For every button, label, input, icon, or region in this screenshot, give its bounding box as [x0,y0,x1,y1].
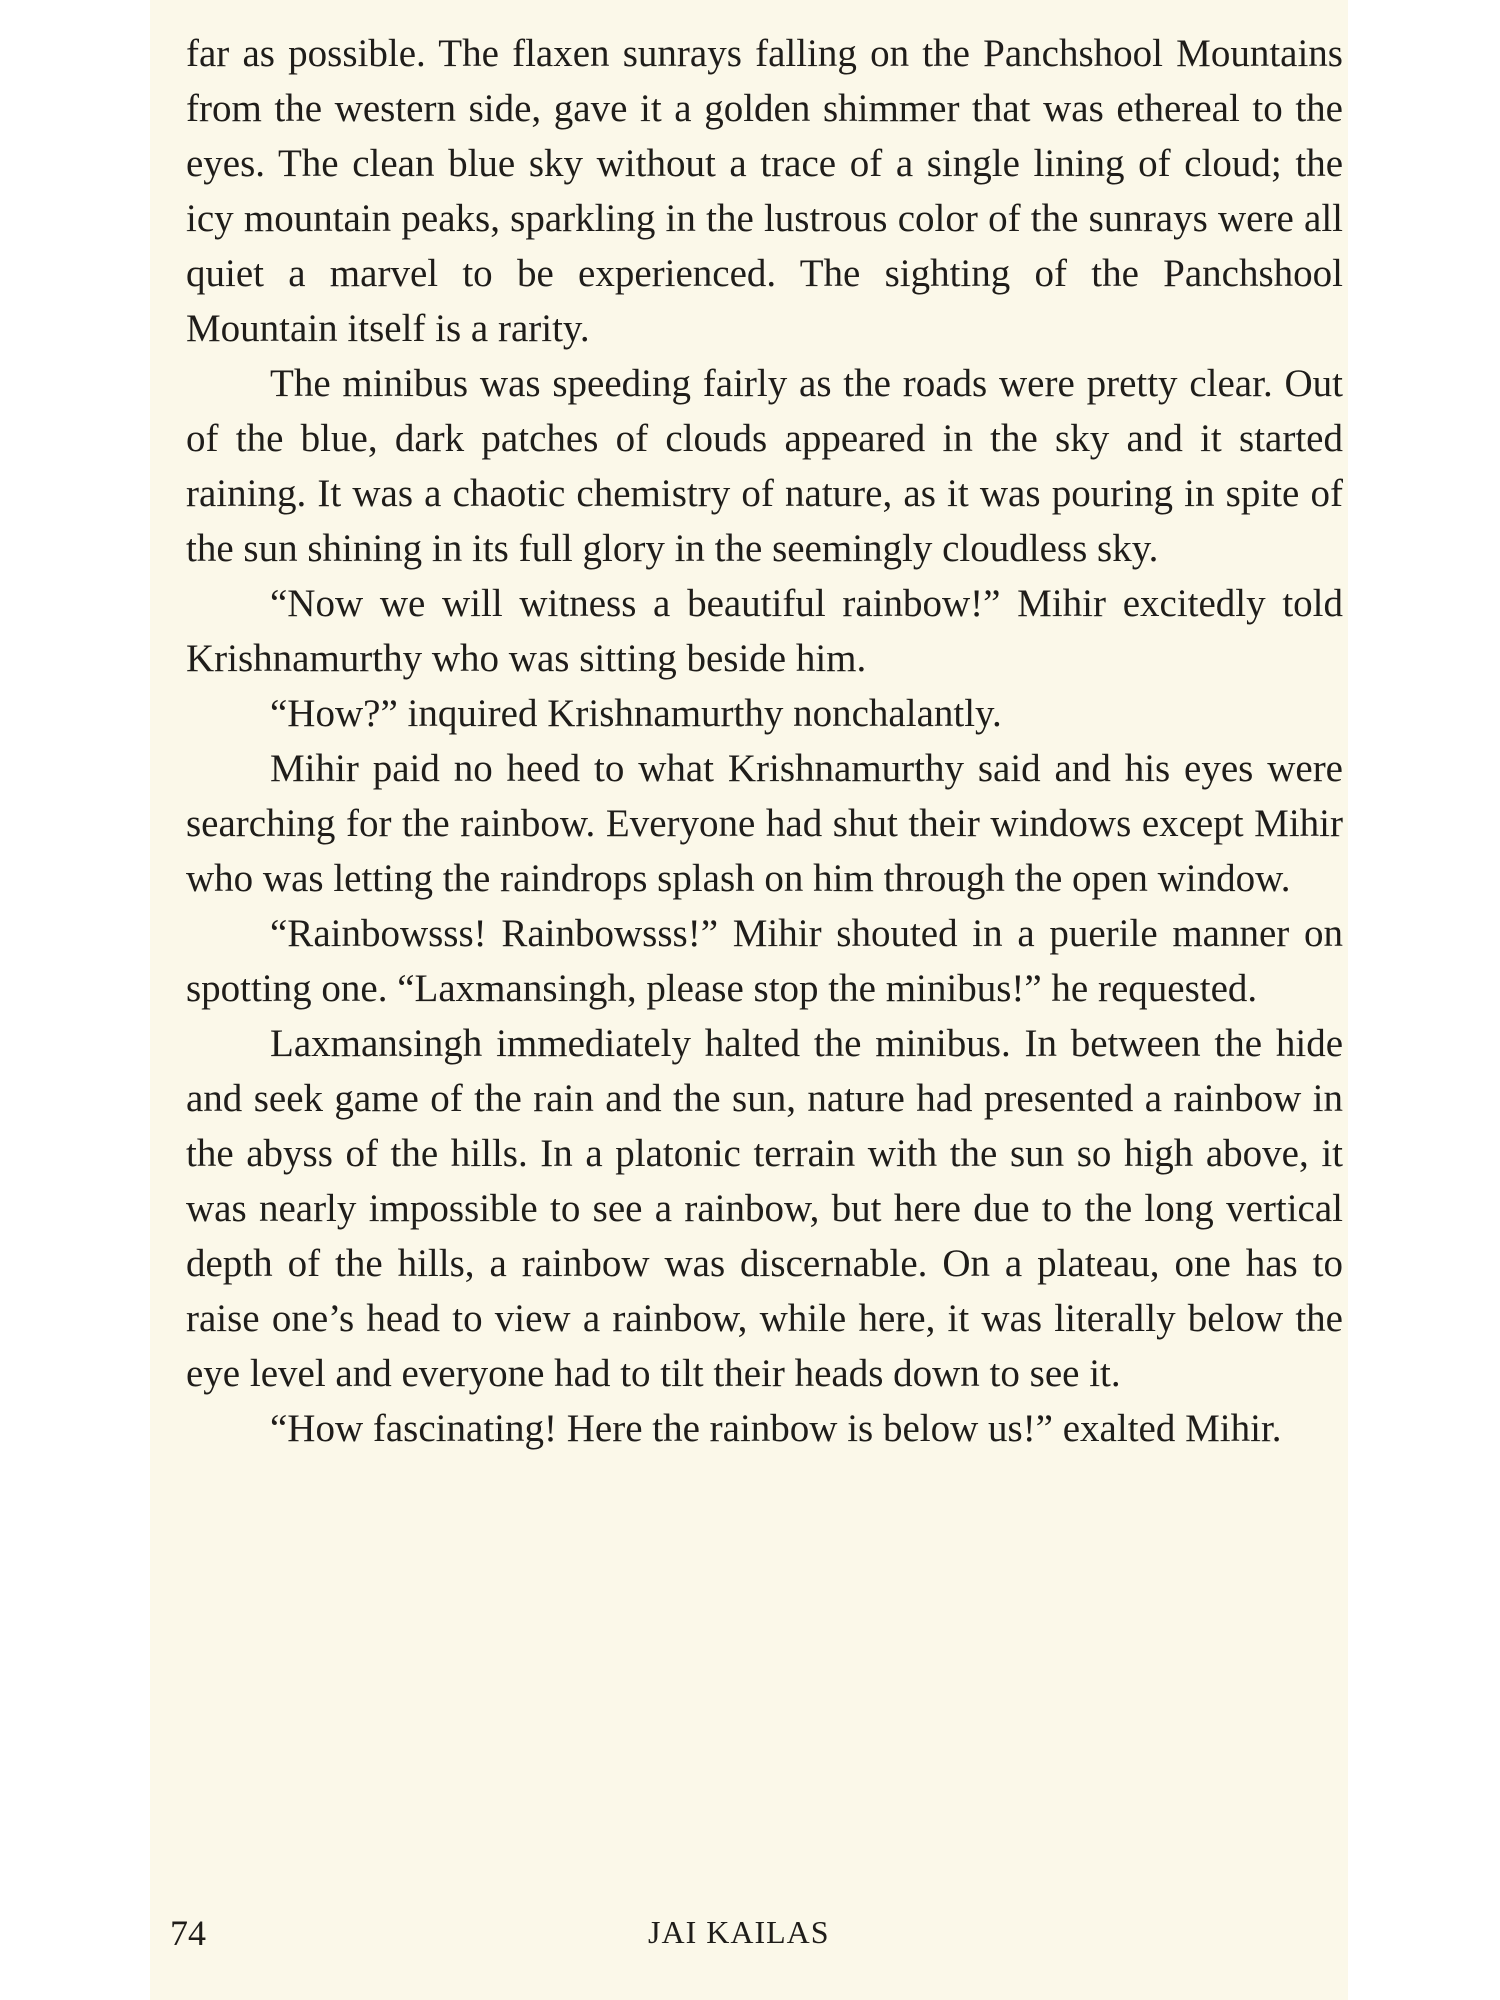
paragraph: “Now we will witness a beautiful rainbow!” Mihir excitedly told Krishnamurthy who was sitting beside him. [186,582,1343,680]
paragraph: “How fascinating! Here the rainbow is below us!” exalted Mihir. [270,1407,1282,1450]
paragraph: Mihir paid no heed to what Krishnamurthy said and his eyes were searching for the rainbow. Everyone had shut their windows except Mihir who was letting the raindrops splash on him through the open window. [186,747,1343,900]
page-number: 74 [170,1913,206,1953]
paragraph: “How?” inquired Krishnamurthy nonchalantly. [270,692,1002,735]
running-title: JAI KAILAS [648,1914,830,1950]
body-text [186,26,1343,1456]
paragraph: “Rainbowsss! Rainbowsss!” Mihir shouted in a puerile manner on spotting one. “Laxmansingh, please stop the minibus!” he requested. [186,912,1343,1010]
paragraph: far as possible. The flaxen sunrays falling on the Panchshool Mountains from the western side, gave it a golden shimmer that was ethereal to the eyes. The clean blue sky without a trace of a single lining of cloud; the icy mountain peaks, sparkling in the lustrous color of the sunrays were all quiet a marvel to be experienced. The sighting of the Panchshool Mountain itself is a rarity. [186,32,1343,350]
paragraph: The minibus was speeding fairly as the roads were pretty clear. Out of the blue, dark patches of clouds appeared in the sky and it started raining. It was a chaotic chemistry of nature, as it was pouring in spite of the sun shining in its full glory in the seemingly cloudless sky. [186,362,1343,570]
paragraph: Laxmansingh immediately halted the minibus. In between the hide and seek game of the rain and the sun, nature had presented a rainbow in the abyss of the hills. In a platonic terrain with the sun so high above, it was nearly impossible to see a rainbow, but here due to the long vertical depth of the hills, a rainbow was discernable. On a plateau, one has to raise one’s head to view a rainbow, while here, it was literally below the eye level and everyone had to tilt their heads down to see it. [186,1022,1343,1395]
